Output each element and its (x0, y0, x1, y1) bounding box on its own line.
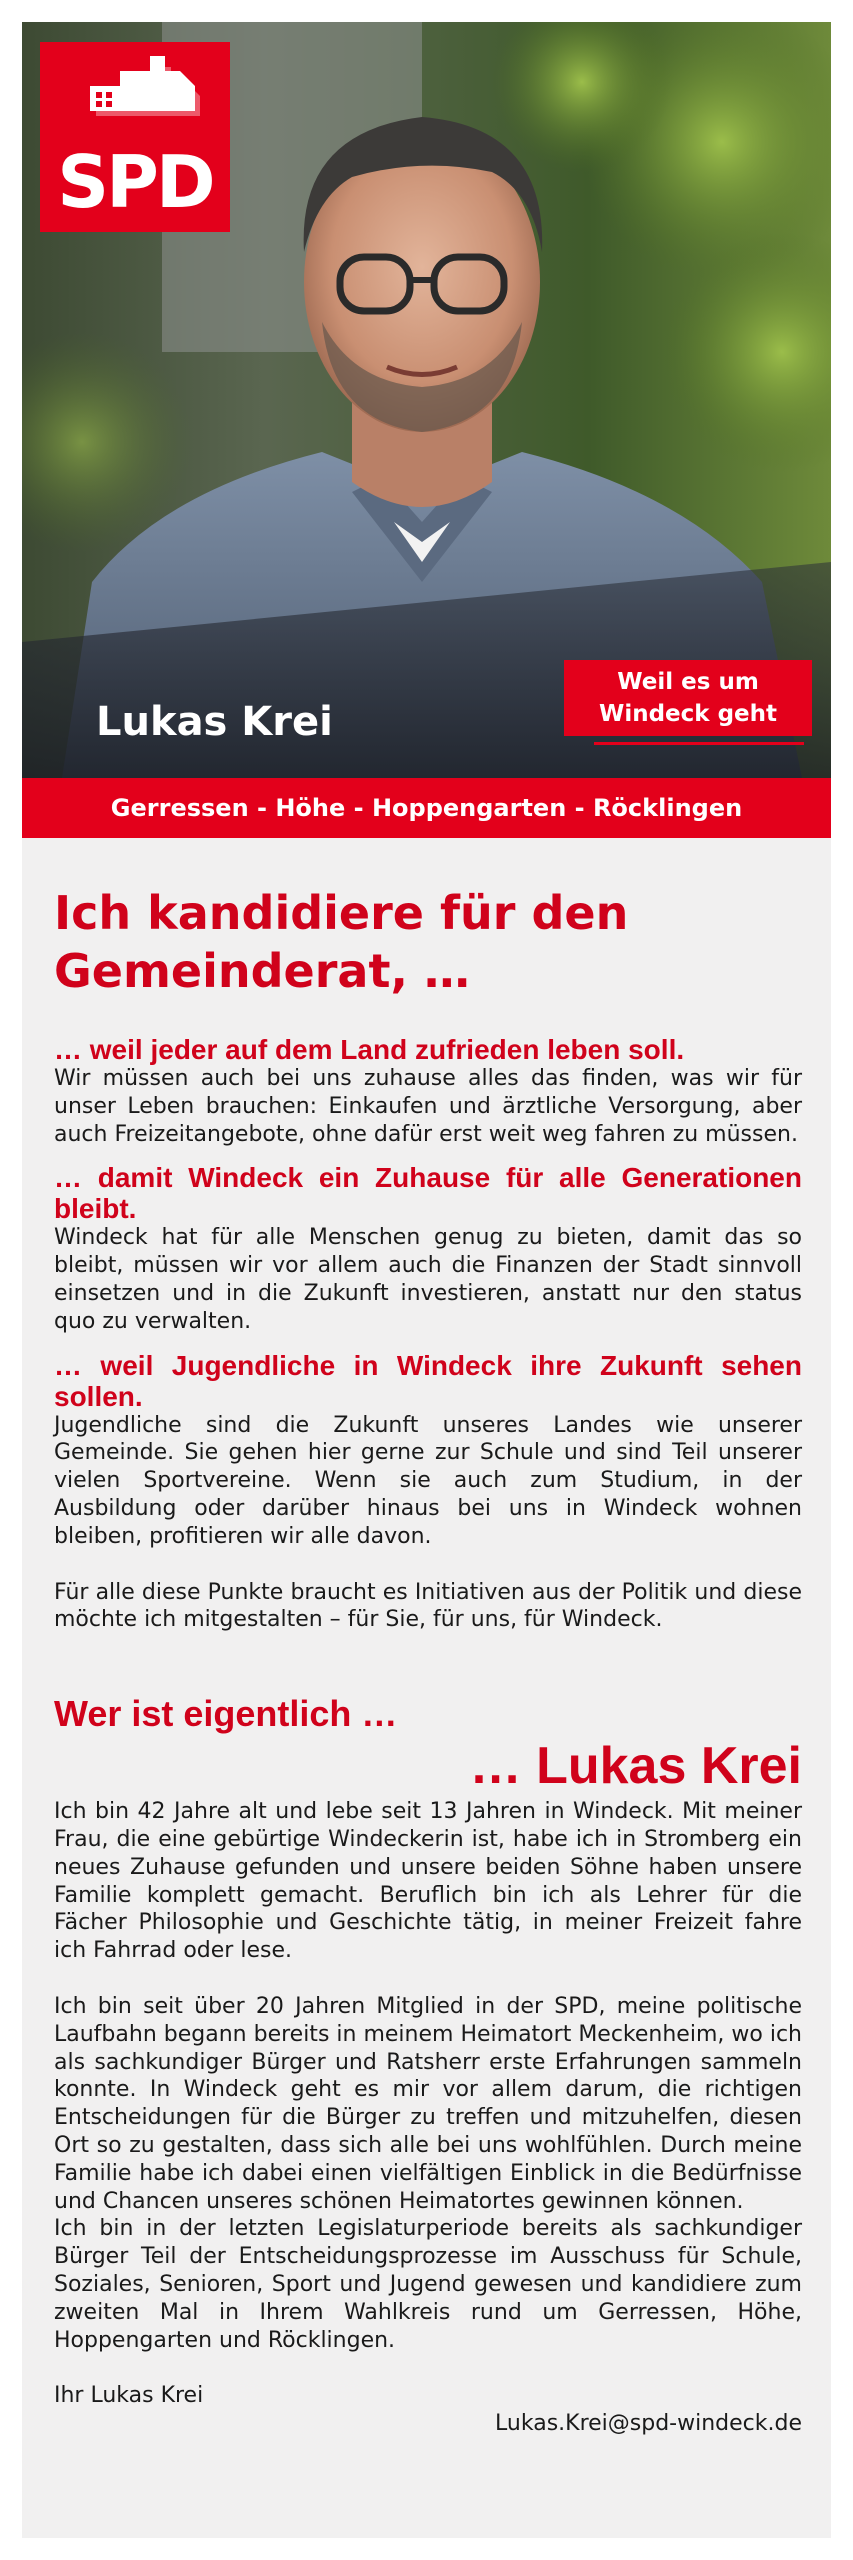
about-heading: Wer ist eigentlich … (54, 1693, 398, 1735)
logo-party-name: SPD (57, 140, 213, 224)
about-name: … Lukas Krei (469, 1737, 802, 1796)
reason-section-1 (54, 1034, 802, 1148)
about-paragraph-3: Ich bin in der letzten Legislaturperiode bereits als sachkundiger Bürger Teil der Entscheidungsprozesse im Ausschuss für Schule, Soziales, Senioren, Sport und Jugend gewesen und kandidiere zum zweiten Mal in Ihrem Wahlkreis rund um Gerressen, Höhe, Hoppengarten und Röcklingen. (54, 2216, 802, 2353)
reason-text: Jugendliche sind die Zukunft unseres Landes wie unserer Gemeinde. Sie gehen hier gerne zur Schule und sind Teil unserer vielen Sportvereine. Wenn sie auch zum Studium, in der Ausbildung oder darüber hinaus bei uns in Windeck wohnen bleiben, profitieren wir alle davon. (54, 1412, 802, 1549)
reason-heading: … damit Windeck ein Zuhause für alle Generationen bleibt. (54, 1162, 802, 1225)
reason-heading: … weil jeder auf dem Land zufrieden leben soll. (54, 1034, 685, 1065)
about-paragraph-1: Ich bin 42 Jahre alt und lebe seit 13 Jahren in Windeck. Mit meiner Frau, die eine gebürtige Windeckerin ist, habe ich in Stromberg ein neues Zuhause gefunden und unsere beiden Söhne haben unsere Familie komplett gemacht. Beruflich bin ich als Lehrer für die Fächer Philosophie und Geschichte tätig, in meiner Freizeit fahre ich Fahrrad oder lese. (54, 1799, 802, 1964)
closing-statement: Für alle diese Punkte braucht es Initiativen aus der Politik und diese möchte ich mitgestalten – für Sie, für uns, für Windeck. (54, 1579, 802, 1633)
reason-heading: … weil Jugendliche in Windeck ihre Zukunft sehen sollen. (54, 1349, 802, 1412)
main-content (54, 838, 802, 2438)
hero-section (22, 22, 831, 778)
candidate-name: Lukas Krei (96, 699, 333, 745)
slogan-line-1: Weil es um (617, 669, 759, 695)
building-icon (80, 56, 200, 116)
reason-text: Windeck hat für alle Menschen genug zu bieten, damit das so bleibt, müssen wir vor allem auch die Finanzen der Stadt sinnvoll einsetzen und in die Zukunft investieren, anstatt nur den status quo zu verwalten. (54, 1225, 802, 1334)
slogan-badge (564, 660, 812, 736)
email-address[interactable]: Lukas.Krei@spd-windeck.de (495, 2411, 802, 2437)
about-paragraph-2: Ich bin seit über 20 Jahren Mitglied in der SPD, meine politische Laufbahn begann bereits in meinem Heimatort Meckenheim, wo ich als sachkundiger Bürger und Ratsherr erste Erfahrungen sammeln konnte. In Windeck geht es mir vor allem darum, die richtigen Entscheidungen für die Bürger zu treffen und mitzuhelfen, diesen Ort so zu gestalten, dass sich alle bei uns wohlfühlen. Durch meine Familie habe ich dabei einen vielfältigen Einblick in die Bedürfnisse und Chancen unseres schönen Heimatortes gewinnen können. (54, 1993, 802, 2214)
flyer-page (22, 22, 831, 2538)
districts-banner: Gerressen - Höhe - Hoppengarten - Röcklingen (22, 778, 831, 838)
headline-line-1: Ich kandidiere für den (54, 886, 629, 940)
reason-section-2 (54, 1162, 802, 1335)
page-headline (54, 884, 802, 1000)
slogan-underline (594, 742, 804, 745)
signature: Ihr Lukas Krei (54, 2383, 204, 2409)
reason-section-3 (54, 1350, 802, 1551)
slogan-line-2: Windeck geht (598, 701, 778, 727)
spd-logo (40, 42, 230, 232)
headline-line-2: Gemeinderat, … (54, 944, 470, 998)
reason-text: Wir müssen auch bei uns zuhause alles das finden, was wir für unser Leben brauchen: Einkaufen und ärztliche Versorgung, aber auch Freizeitangebote, ohne dafür erst weit weg fahren zu müssen. (54, 1066, 802, 1147)
